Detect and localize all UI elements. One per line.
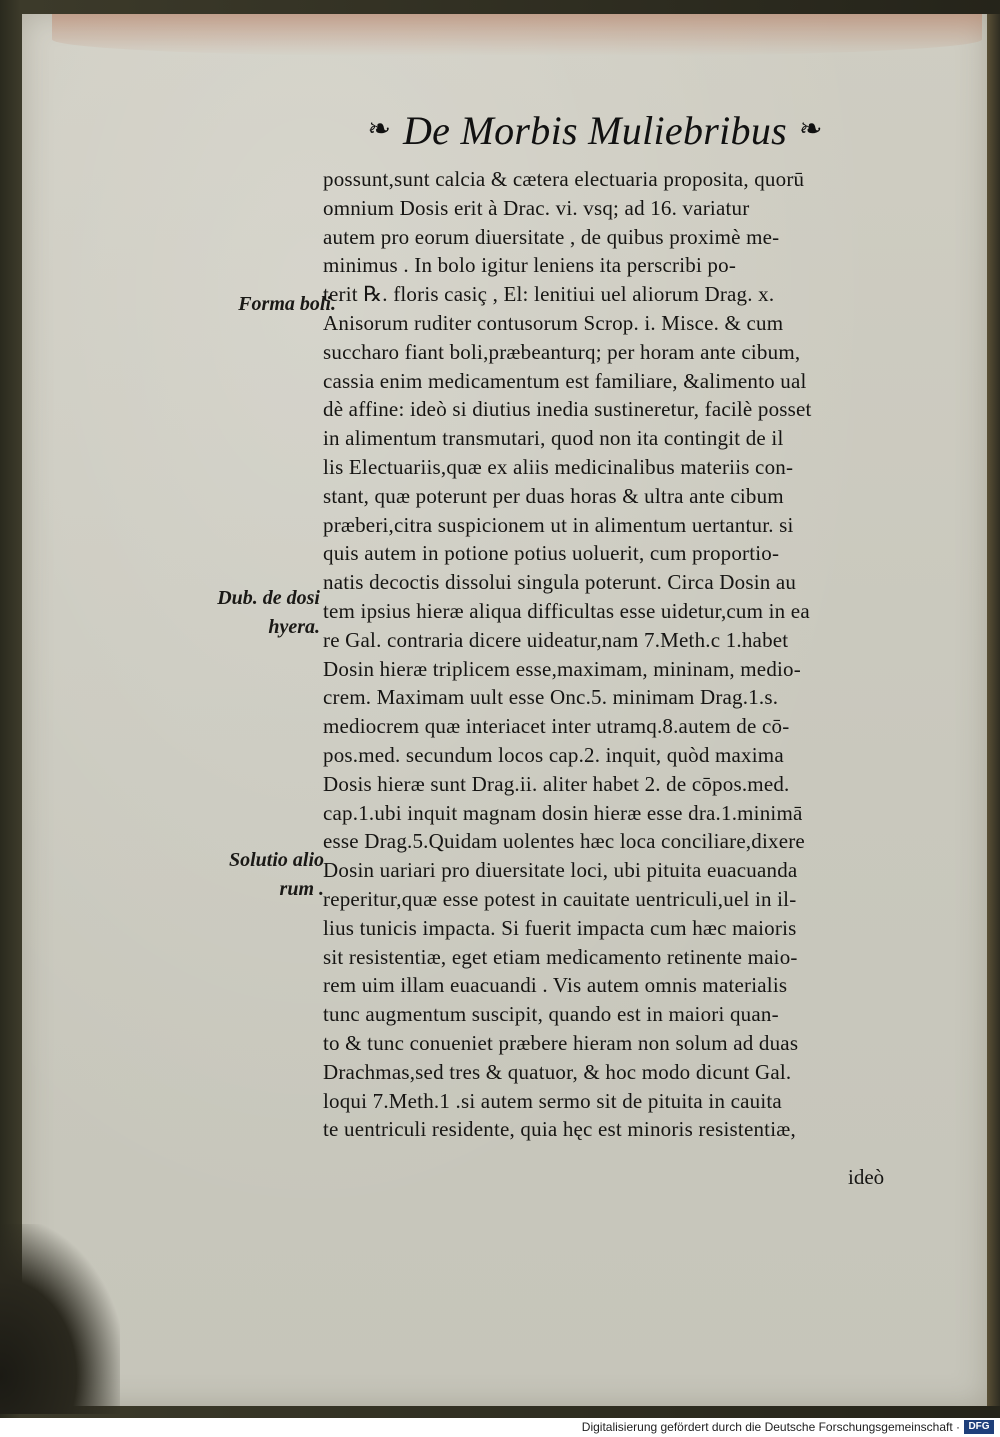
page-title: De Morbis Muliebribus (402, 107, 788, 153)
margin-note-solutio: Solutio alio rum . (228, 849, 324, 900)
text-line: tunc augmentum suscipit, quando est in maiori quan- (323, 1002, 779, 1027)
text-line: rem uim illam euacuandi . Vis autem omnis materialis (323, 973, 788, 998)
text-line: tem ipsius hieræ aliqua difficultas esse uidetur,cum in ea (323, 598, 810, 623)
running-header (335, 100, 855, 160)
page-stain (52, 14, 982, 56)
text-line: mediocrem quæ interiacet inter utramq.8.autem de cō- (323, 714, 790, 739)
text-line: Dosis hieræ sunt Drag.ii. aliter habet 2. de cōpos.med. (323, 771, 790, 796)
text-line: Dosin hieræ triplicem esse,maximam, mininam, medio- (323, 656, 801, 681)
body-text (323, 165, 951, 1144)
page-damage (0, 1224, 120, 1414)
text-line: esse Drag.5.Quidam uolentes hæc loca conciliare,dixere (323, 829, 805, 854)
text-line: natis decoctis dissolui singula poterunt. Circa Dosin au (323, 570, 797, 595)
text-line: cap.1.ubi inquit magnam dosin hieræ esse dra.1.minimā (323, 800, 803, 825)
text-line: Dosin uariari pro diuersitate loci, ubi pituita euacuanda (323, 858, 798, 883)
text-line: crem. Maximam uult esse Onc.5. minimam Drag.1.s. (323, 685, 779, 710)
text-line: Drachmas,sed tres & quatuor, & hoc modo dicunt Gal. (323, 1059, 792, 1084)
catchword: ideò (848, 1165, 885, 1189)
text-line: reperitur,quæ esse potest in cauitate uentriculi,uel in il- (323, 886, 797, 911)
text-line: terit ℞. floris casiç , El: lenitiui uel aliorum Drag. x. (323, 282, 775, 307)
text-line: te uentriculi residente, quia hęc est minoris resistentiæ, (323, 1117, 796, 1142)
fleuron-left-icon: ❧ (367, 114, 391, 145)
text-line: Anisorum ruditer contusorum Scrop. i. Misce. & cum (323, 310, 784, 335)
text-line: re Gal. contraria dicere uideatur,nam 7.Meth.c 1.habet (323, 627, 789, 652)
text-line: sit resistentiæ, eget etiam medicamento retinente maio- (323, 944, 798, 969)
text-line: loqui 7.Meth.1 .si autem sermo sit de pituita in cauita (323, 1088, 782, 1113)
margin-note-forma-boli: Forma boli. (238, 293, 336, 315)
binding-edge (987, 14, 1000, 1406)
fleuron-right-icon: ❧ (799, 114, 823, 145)
funding-credit: Digitalisierung gefördert durch die Deutsche Forschungsgemeinschaft · (581, 1420, 960, 1434)
text-line: omnium Dosis erit à Drac. vi. vsq; ad 16. variatur (323, 195, 750, 220)
margin-note-dub-de-dosi: Dub. de dosi hyera. (217, 587, 320, 638)
text-line: præberi,citra suspicionem ut in alimentum uertantur. si (323, 512, 794, 537)
text-line: autem pro eorum diuersitate , de quibus proximè me- (323, 224, 780, 249)
text-line: to & tunc conueniet præbere hieram non solum ad duas (323, 1030, 799, 1055)
text-line: cassia enim medicamentum est familiare, &alimento ual (323, 368, 807, 393)
text-line: succharo fiant boli,præbeanturq; per horam ante cibum, (323, 339, 801, 364)
text-line: stant, quæ poterunt per duas horas & ultra ante cibum (323, 483, 784, 508)
dfg-logo: DFG (964, 1420, 994, 1434)
text-line: minimus . In bolo igitur leniens ita perscribi po- (323, 253, 737, 278)
text-line: quis autem in potione potius uoluerit, cum proportio- (323, 541, 780, 566)
text-line: lius tunicis impacta. Si fuerit impacta cum hæc maioris (323, 915, 797, 940)
text-line: pos.med. secundum locos cap.2. inquit, quòd maxima (323, 742, 784, 767)
text-line: dè affine: ideò si diutius inedia sustineretur, facilè posset (323, 397, 812, 422)
text-line: possunt,sunt calcia & cætera electuaria proposita, quorū (323, 167, 805, 191)
text-line: in alimentum transmutari, quod non ita contingit de il (323, 426, 784, 451)
text-line: lis Electuariis,quæ ex aliis medicinalibus materiis con- (323, 454, 794, 479)
